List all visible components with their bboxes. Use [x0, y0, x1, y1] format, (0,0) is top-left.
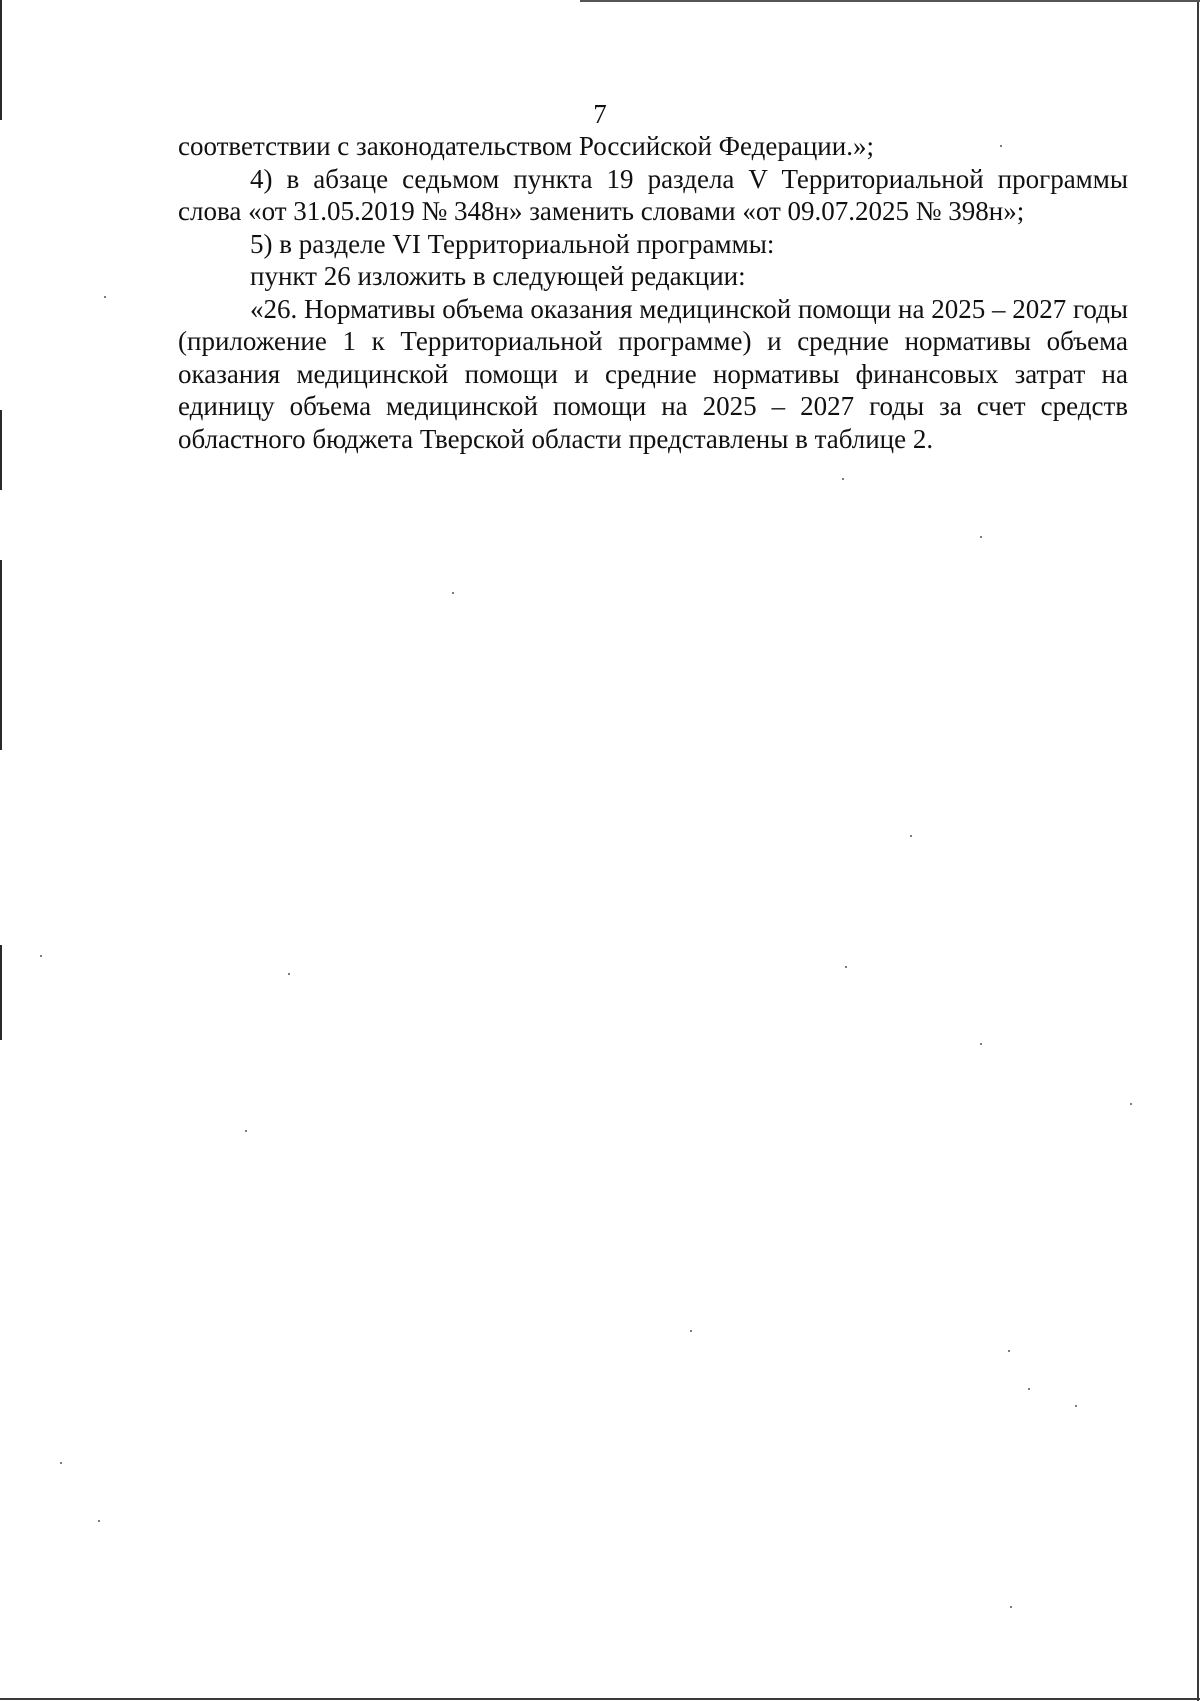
document-body	[178, 130, 1128, 455]
scan-edge-left	[0, 560, 2, 750]
scan-speck	[1028, 1388, 1030, 1390]
scan-speck	[1008, 1350, 1010, 1352]
paragraph-continuation: соответствии с законодательством Российской Федерации.»;	[178, 131, 874, 161]
scan-speck	[245, 1130, 247, 1132]
page-number: 7	[593, 99, 607, 129]
scan-speck	[40, 955, 42, 957]
scan-speck	[288, 973, 290, 975]
scan-edge-bottom	[0, 1698, 1200, 1700]
scan-edge-right	[1197, 0, 1199, 1701]
scan-speck	[980, 1043, 982, 1045]
scan-speck	[910, 835, 912, 837]
scan-speck	[845, 966, 847, 968]
scan-speck	[452, 592, 454, 594]
scan-edge-left	[0, 410, 2, 490]
scan-speck	[98, 1520, 100, 1522]
scan-speck	[842, 478, 844, 480]
scan-speck	[1010, 1606, 1012, 1608]
scan-edge-top	[580, 0, 1200, 2]
scan-speck	[1075, 1405, 1077, 1407]
scan-speck	[1130, 1103, 1132, 1105]
paragraph-point-26-intro: пункт 26 изложить в следующей редакции:	[250, 261, 746, 291]
paragraph-item-5: 5) в разделе VI Территориальной программы:	[250, 228, 775, 259]
paragraph-item-4: 4) в абзаце седьмом пункта 19 раздела V Территориальной программы слова «от 31.05.2019 № 348н» заменить словами «от 09.07.2025 № 398н»;	[178, 163, 1128, 226]
scan-edge-left	[0, 945, 2, 1040]
scan-speck	[104, 296, 106, 298]
scan-speck	[980, 536, 982, 538]
scan-speck	[690, 1330, 692, 1332]
paragraph-point-26-text: «26. Нормативы объема оказания медицинской помощи на 2025 – 2027 годы (приложение 1 к Территориальной программе) и средние нормативы объема оказания медицинской помощи и средние нормативы финансовых затрат на единицу объема медицинской помощи на 2025 – 2027 годы за счет средств областного бюджета Тверской области представлены в таблице 2.	[178, 293, 1128, 454]
scan-speck	[60, 1462, 62, 1464]
